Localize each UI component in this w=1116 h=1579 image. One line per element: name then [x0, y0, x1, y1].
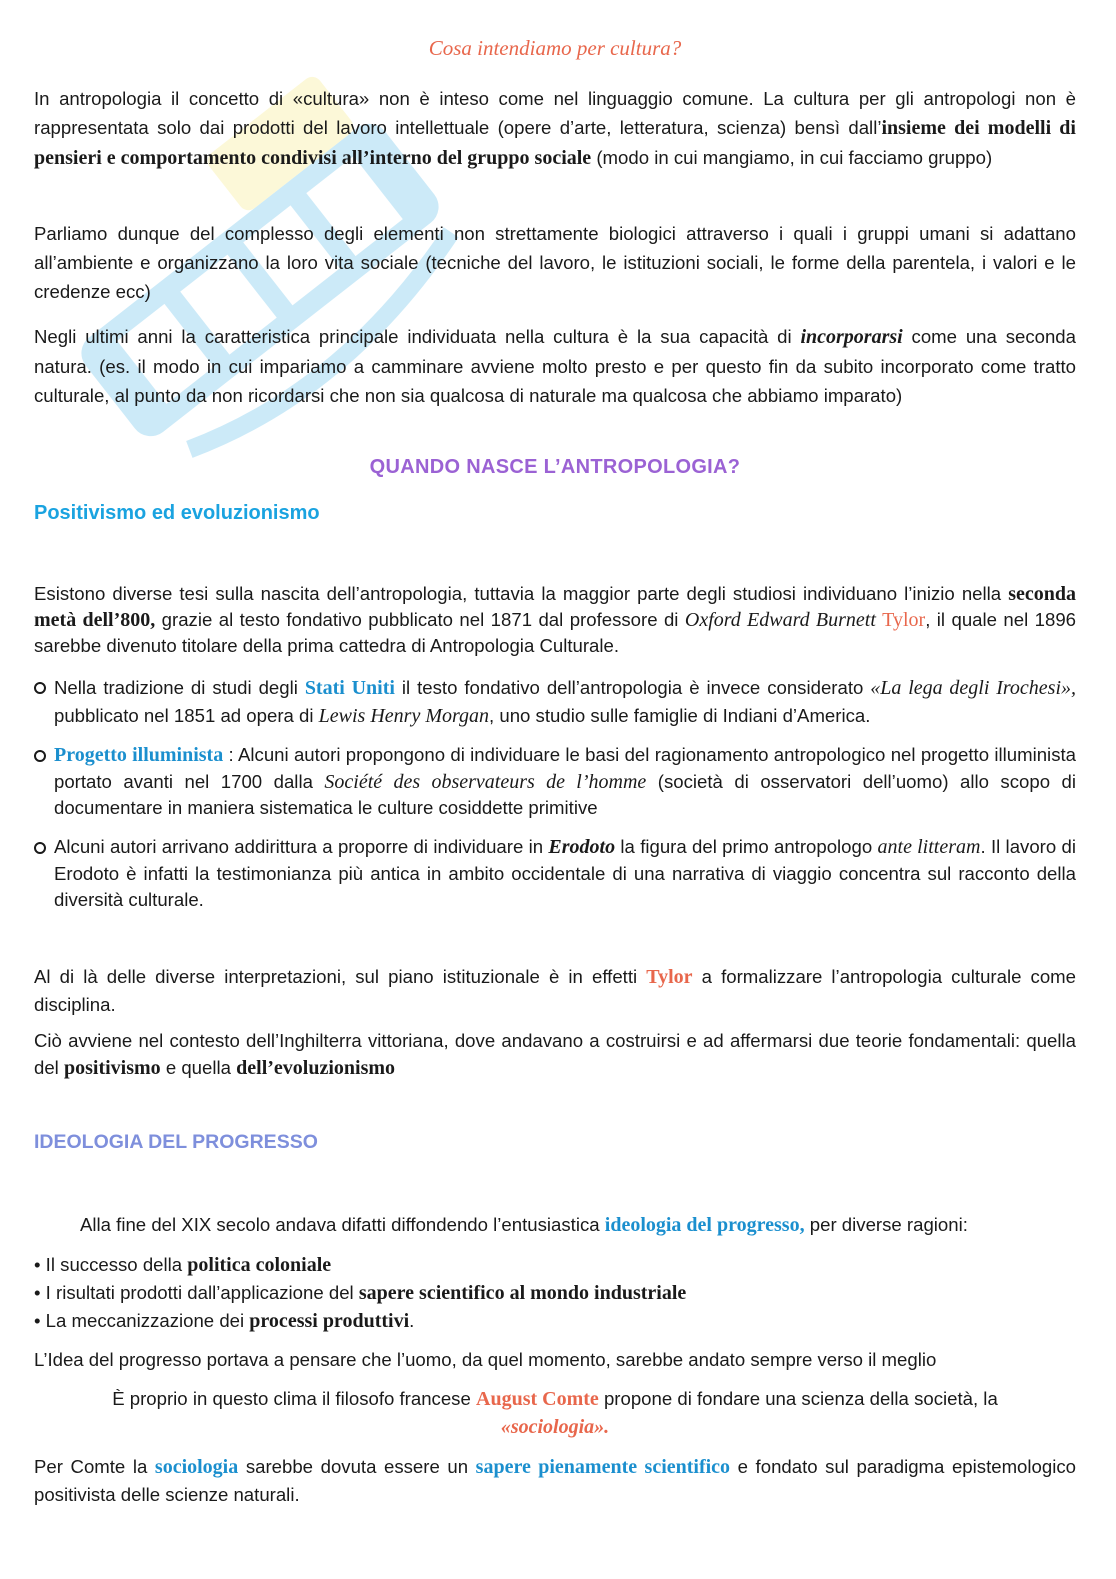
- list-item-erodoto: Alcuni autori arrivano addirittura a proporre di individuare in Erodoto la figura del primo antropologo ante litteram. Il lavoro di Erodoto è infatti la testimonianza più antica in ambito occidentale di una narrativa di viaggio concentra sul racconto della diversità culturale.: [34, 834, 1076, 914]
- paragraph-comte: È proprio in questo clima il filosofo francese August Comte propone di fondare una scienza della società, la «sociologia».: [112, 1388, 998, 1438]
- paragraph-culture-definition: In antropologia il concetto di «cultura» non è inteso come nel linguaggio comune. La cultura per gli antropologi non è rappresentata solo dai prodotti del lavoro intellettuale (opere d’arte, letteratura, scienza) bensì dall’insieme dei modelli di pensieri e comportamento condivisi all’interno del gruppo sociale (modo in cui mangiamo, in cui facciamo gruppo): [34, 88, 1076, 169]
- bullet-list-reasons: [34, 1251, 1076, 1335]
- paragraph-incorporation: Negli ultimi anni la caratteristica principale individuata nella cultura è la sua capacità di incorporarsi come una seconda natura. (es. il modo in cui impariamo a camminare avviene molto presto e per questo fin da subito incorporato come tratto culturale, al punto da non ricordarsi che non sia qualcosa di naturale ma qualcosa che abbiamo imparato): [34, 326, 1076, 406]
- circle-bullet-icon: [34, 750, 46, 762]
- list-item: • Il successo della politica coloniale: [34, 1254, 332, 1276]
- paragraph-complex-elements: Parliamo dunque del complesso degli elementi non strettamente biologici attraverso i quali i gruppi umani si adattano all’ambiente e organizzano la loro vita sociale (tecniche del lavoro, le istituzioni sociali, le forme della parentela, i valori e le credenze ecc): [34, 223, 1076, 302]
- paragraph-idea-progress: L’Idea del progresso portava a pensare che l’uomo, da quel momento, sarebbe andato sempre verso il meglio: [34, 1349, 937, 1370]
- heading-positivism: Positivismo ed evoluzionismo: [34, 502, 320, 524]
- list-item: • La meccanizzazione dei processi produttivi.: [34, 1310, 415, 1332]
- circle-bullet-icon: [34, 682, 46, 694]
- paragraph-ideology-intro: Alla fine del XIX secolo andava difatti diffondendo l’entusiastica ideologia del progresso, per diverse ragioni:: [80, 1214, 968, 1236]
- list-item-illuminista: Progetto illuminista : Alcuni autori propongono di individuare le basi del ragionamento antropologico nel progetto illuminista portato avanti nel 1700 dalla Société des observateurs de l’homme (società di osservatori dell’uomo) allo scopo di documentare in maniera sistematica le culture cosiddette primitive: [34, 742, 1076, 822]
- list-item-stati-uniti: Nella tradizione di studi degli Stati Uniti il testo fondativo dell’antropologia è invece considerato «La lega degli Irochesi», pubblicato nel 1851 ad opera di Lewis Henry Morgan, uno studio sulle famiglie di Indiani d’America.: [34, 674, 1076, 730]
- paragraph-sociology: Per Comte la sociologia sarebbe dovuta essere un sapere pienamente scientifico e fondato sul paradigma epistemologico positivista delle scienze naturali.: [34, 1456, 1076, 1505]
- list-item: • I risultati prodotti dall’applicazione del sapere scientifico al mondo industriale: [34, 1282, 687, 1304]
- paragraph-birth-anthropology: Esistono diverse tesi sulla nascita dell’antropologia, tuttavia la maggior parte degli studiosi individuano l’inizio nella seconda metà dell’800, grazie al testo fondativo pubblicato nel 1871 dal professore di Oxford Edward Burnett Tylor, il quale nel 1896 sarebbe divenuto titolare della prima cattedra di Antropologia Culturale.: [34, 583, 1076, 656]
- heading-ideology-progress: IDEOLOGIA DEL PROGRESSO: [34, 1131, 318, 1153]
- paragraph-victorian-context: Ciò avviene nel contesto dell’Inghilterra vittoriana, dove andavano a costruirsi e ad affermarsi due teorie fondamentali: quella del positivismo e quella dell’evoluzionismo: [34, 1030, 1076, 1079]
- circle-bullet-icon: [34, 842, 46, 854]
- paragraph-tylor-discipline: Al di là delle diverse interpretazioni, sul piano istituzionale è in effetti Tylor a formalizzare l’antropologia culturale come disciplina.: [34, 966, 1076, 1015]
- page-title: Cosa intendiamo per cultura?: [428, 36, 682, 60]
- heading-when-anthropology: QUANDO NASCE L’ANTROPOLOGIA?: [369, 456, 741, 478]
